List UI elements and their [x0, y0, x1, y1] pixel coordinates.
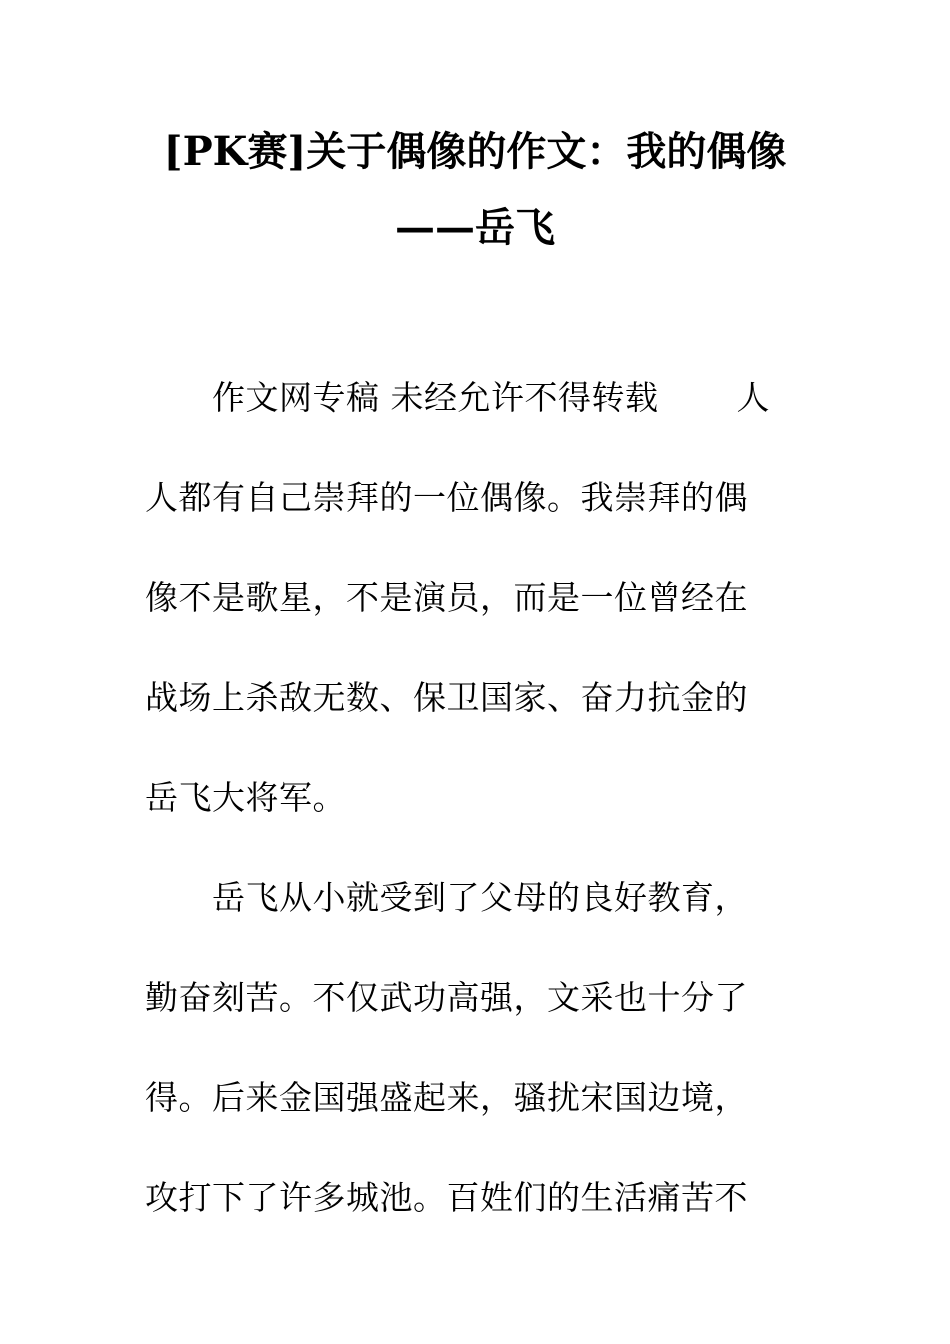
body-line-3: 像不是歌星，不是演员，而是一位曾经在 [145, 578, 748, 617]
body-line-6: 岳飞从小就受到了父母的良好教育， [145, 878, 748, 917]
body-line-1: 作文网专稿 未经允许不得转载 人 [145, 378, 770, 417]
body-line-7: 勤奋刻苦。不仅武功高强，文采也十分了 [145, 978, 748, 1017]
document-title-line-2: ——岳飞 [395, 204, 555, 251]
body-line-4: 战场上杀敌无数、保卫国家、奋力抗金的 [145, 678, 748, 717]
body-line-2: 人都有自己崇拜的一位偶像。我崇拜的偶 [145, 478, 748, 517]
document-title-line-1: [PK赛]关于偶像的作文：我的偶像 [163, 128, 787, 175]
body-line-5: 岳飞大将军。 [145, 778, 346, 817]
body-line-8: 得。后来金国强盛起来，骚扰宋国边境， [145, 1078, 748, 1117]
body-line-9: 攻打下了许多城池。百姓们的生活痛苦不 [145, 1178, 748, 1217]
